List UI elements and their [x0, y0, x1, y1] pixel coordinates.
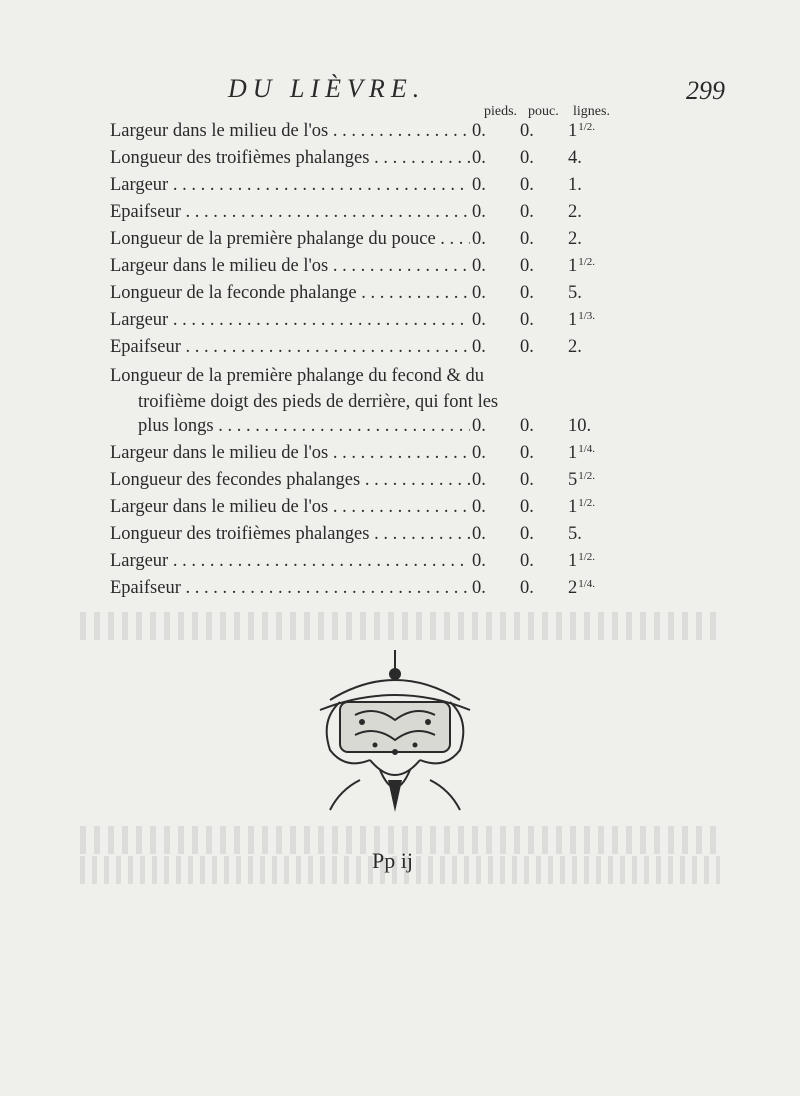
pieds-value: 0.	[472, 256, 486, 276]
lignes-value: 10.	[568, 416, 592, 436]
fraction: 1/2.	[578, 121, 596, 133]
row-label: Longueur des troifièmes phalanges . . .	[110, 524, 470, 545]
pouc-value: 0.	[520, 229, 534, 249]
pouc-value: 0.	[520, 337, 534, 357]
row-label-line: troifième doigt des pieds de derrière, qui font les	[138, 392, 499, 412]
row-label: Longueur des fecondes phalanges . . .	[110, 470, 470, 491]
table-row	[110, 148, 670, 176]
lignes-value: $1^{1/2.}$	[568, 497, 596, 517]
pouc-value: 0.	[520, 310, 534, 330]
fraction: 1/2.	[578, 256, 596, 268]
fraction: 1/2.	[578, 497, 596, 509]
row-label: Largeur . . .	[110, 551, 470, 572]
pouc-value: 0.	[520, 148, 534, 168]
table-row	[110, 551, 670, 579]
fraction: 1/3.	[578, 310, 596, 322]
row-label: Longueur des troifièmes phalanges . . .	[110, 148, 470, 169]
row-label: plus longs . . .	[110, 416, 470, 437]
pouc-value: 0.	[520, 256, 534, 276]
signature-mark: Pp ij	[372, 848, 413, 873]
table-row	[110, 175, 670, 203]
table-row	[110, 416, 670, 444]
table-row	[110, 470, 670, 498]
row-label: Largeur . . .	[110, 310, 470, 331]
lignes-value: 2.	[568, 229, 582, 249]
column-header-lignes: lignes.	[573, 104, 610, 119]
fraction: 1/2.	[578, 470, 596, 482]
lignes-value: $1^{1/2.}$	[568, 551, 596, 571]
pouc-value: 0.	[520, 551, 534, 571]
pouc-value: 0.	[520, 443, 534, 463]
lignes-value: $1^{1/4.}$	[568, 443, 596, 463]
lignes-value: $1^{1/2.}$	[568, 256, 596, 276]
row-label-line: Longueur de la première phalange du fecond & du	[110, 366, 484, 386]
pieds-value: 0.	[472, 229, 486, 249]
fraction: 1/4.	[578, 578, 596, 590]
row-label: Largeur dans le milieu de l'os . . .	[110, 443, 470, 464]
row-label: Largeur dans le milieu de l'os . . .	[110, 256, 470, 277]
pouc-value: 0.	[520, 416, 534, 436]
row-label: Epaifseur . . .	[110, 337, 470, 358]
pieds-value: 0.	[472, 470, 486, 490]
pieds-value: 0.	[472, 337, 486, 357]
page-number: 299	[686, 76, 725, 105]
vignette-ornament-icon	[300, 640, 490, 820]
pieds-value: 0.	[472, 497, 486, 517]
lignes-value: $2^{1/4.}$	[568, 578, 596, 598]
lignes-value: 2.	[568, 202, 582, 222]
table-row	[110, 229, 670, 257]
pouc-value: 0.	[520, 470, 534, 490]
pouc-value: 0.	[520, 121, 534, 141]
fraction: 1/2.	[578, 551, 596, 563]
lignes-value: 5.	[568, 524, 582, 544]
table-row	[110, 310, 670, 338]
pieds-value: 0.	[472, 202, 486, 222]
pieds-value: 0.	[472, 443, 486, 463]
pouc-value: 0.	[520, 175, 534, 195]
lignes-value: 1.	[568, 175, 582, 195]
pieds-value: 0.	[472, 524, 486, 544]
pieds-value: 0.	[472, 310, 486, 330]
table-row	[110, 202, 670, 230]
row-label: Epaifseur . . .	[110, 578, 470, 599]
lignes-value: $1^{1/3.}$	[568, 310, 596, 330]
row-label: Largeur dans le milieu de l'os . . .	[110, 497, 470, 518]
table-row	[110, 121, 670, 149]
pouc-value: 0.	[520, 497, 534, 517]
running-title: DU LIÈVRE.	[228, 74, 426, 103]
fraction: 1/4.	[578, 443, 596, 455]
pieds-value: 0.	[472, 578, 486, 598]
table-row	[110, 578, 670, 606]
row-label: Largeur . . .	[110, 175, 470, 196]
table-row	[110, 337, 670, 365]
pieds-value: 0.	[472, 416, 486, 436]
column-header-pouc: pouc.	[528, 104, 559, 119]
pieds-value: 0.	[472, 148, 486, 168]
table-row-multiline	[110, 363, 670, 415]
column-header-pieds: pieds.	[484, 104, 518, 119]
pieds-value: 0.	[472, 551, 486, 571]
table-row	[110, 443, 670, 471]
table-row	[110, 283, 670, 311]
table-row	[110, 524, 670, 552]
pieds-value: 0.	[472, 121, 486, 141]
lignes-value: 2.	[568, 337, 582, 357]
lignes-value: 5.	[568, 283, 582, 303]
row-label: Largeur dans le milieu de l'os . . .	[110, 121, 470, 142]
row-label: Epaifseur . . .	[110, 202, 470, 223]
pouc-value: 0.	[520, 283, 534, 303]
pouc-value: 0.	[520, 202, 534, 222]
bleed-through	[80, 612, 720, 640]
table-row	[110, 256, 670, 284]
pieds-value: 0.	[472, 283, 486, 303]
pouc-value: 0.	[520, 524, 534, 544]
pouc-value: 0.	[520, 578, 534, 598]
row-label: Longueur de la feconde phalange . . .	[110, 283, 470, 304]
lignes-value: $1^{1/2.}$	[568, 121, 596, 141]
table-row	[110, 497, 670, 525]
lignes-value: 4.	[568, 148, 582, 168]
row-label: Longueur de la première phalange du pouce . . .	[110, 229, 470, 250]
pieds-value: 0.	[472, 175, 486, 195]
lignes-value: $5^{1/2.}$	[568, 470, 596, 490]
